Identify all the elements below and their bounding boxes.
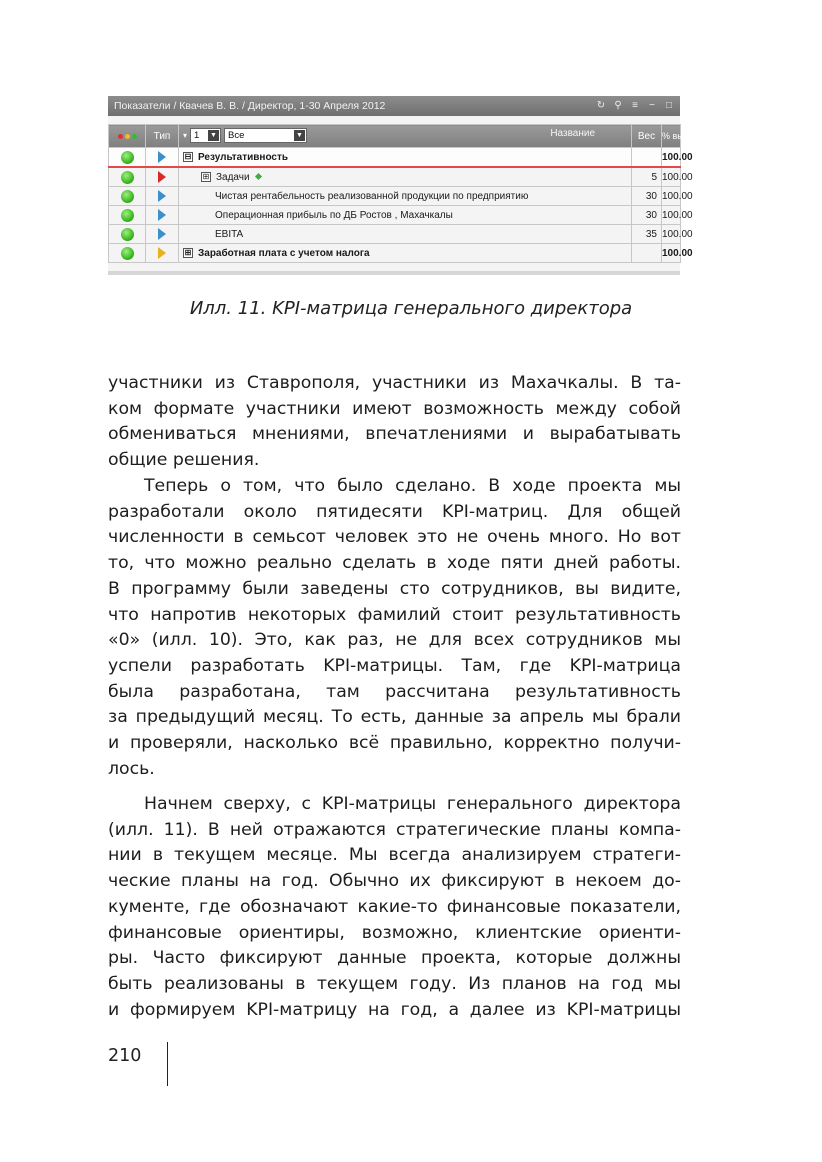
name-column-header (179, 125, 632, 148)
chevron-down-icon[interactable]: ▼ (208, 130, 219, 141)
level-select[interactable] (190, 128, 221, 143)
text-line: ческие планы на год. Обычно их фиксируют в некоем до- (108, 871, 681, 892)
text-line: участники из Ставрополя, участники из Махачкалы. В та- (108, 373, 681, 393)
row-weight (632, 148, 662, 168)
row-name: Заработная плата с учетом налога (198, 247, 370, 259)
paragraph-3 (108, 792, 681, 1023)
row-percent: 100.00 (662, 167, 681, 187)
type-column-header[interactable]: Тип (146, 125, 179, 148)
expand-icon[interactable]: ⊞ (184, 247, 192, 257)
table-row[interactable] (109, 187, 681, 206)
row-percent: 100.00 (662, 225, 681, 244)
row-weight: 30 (632, 206, 662, 225)
widget-titlebar (108, 96, 680, 116)
row-name: Операционная прибыль по ДБ Ростов , Махачкалы (179, 206, 632, 225)
minimize-icon[interactable]: − (649, 100, 655, 111)
text-line: за предыдущий месяц. То есть, данные за апрель мы брали (108, 707, 681, 728)
list-icon[interactable]: ≡ (632, 100, 638, 111)
play-icon (158, 209, 166, 221)
text-line: разработали около пятидесяти KPI-матриц. Для общей (108, 501, 681, 522)
row-name: EBITA (179, 225, 632, 244)
row-name: Результативность (198, 151, 289, 163)
kpi-widget (108, 96, 693, 275)
yellow-status-icon (125, 134, 130, 139)
row-name: Чистая рентабельность реализованной продукции по предприятию (179, 187, 632, 206)
diamond-icon (255, 173, 262, 180)
filter-select[interactable] (224, 128, 307, 143)
page-number-divider (167, 1042, 168, 1086)
table-row[interactable] (109, 244, 681, 263)
play-icon (158, 247, 166, 259)
row-percent: 100.00 (662, 187, 681, 206)
text-line: кументе, где обозначают какие-то финансовые показатели, (108, 896, 681, 917)
green-status-icon (132, 134, 137, 139)
text-line: (илл. 11). В ней отражаются стратегические планы компа- (108, 819, 681, 840)
row-weight: 30 (632, 187, 662, 206)
widget-toolbar (596, 96, 674, 116)
text-line: Начнем сверху, с KPI-матрицы генерального директора (144, 794, 681, 814)
green-status-icon (121, 247, 134, 260)
text-line: и формируем KPI-матрицу на год, а далее из KPI-матрицы (108, 999, 681, 1020)
kpi-table (108, 124, 693, 263)
text-line: что напротив некоторых фамилий стоит результативность (108, 604, 681, 625)
table-row[interactable] (109, 167, 681, 187)
search-icon[interactable]: ⚲ (614, 100, 622, 111)
text-line: ры. Часто фиксируют данные проекта, которые должны (108, 948, 681, 969)
figure-caption: Илл. 11. KPI-матрица генерального директора (189, 298, 633, 319)
collapse-icon[interactable]: ⊟ (184, 151, 192, 161)
refresh-icon[interactable]: ↻ (596, 100, 606, 111)
table-row[interactable] (109, 148, 681, 168)
text-line: обмениваться мнениями, впечатлениями и вырабатывать (108, 424, 681, 445)
row-weight: 5 (632, 167, 662, 187)
text-line: нии в текущем месяце. Мы всегда анализируем стратеги- (108, 845, 681, 866)
text-line: была разработана, там рассчитана результативность (108, 681, 681, 702)
text-line: финансовые ориентиры, возможно, клиентские ориенти- (108, 922, 681, 943)
text-line: В программу были заведены сто сотрудников, вы видите, (108, 578, 681, 599)
sort-chevron-icon[interactable]: ▾ (183, 131, 188, 140)
level-select-value: 1 (194, 130, 200, 141)
red-status-icon (118, 134, 123, 139)
row-name: Задачи (216, 171, 250, 183)
text-line: численности в семьсот человек это не очень много. Но вот (108, 527, 681, 548)
table-row[interactable] (109, 225, 681, 244)
row-weight (632, 244, 662, 263)
play-icon (158, 171, 166, 183)
row-percent: 100.00 (662, 244, 681, 263)
text-line: «0» (илл. 10). Это, как раз, не для всех сотрудников мы (108, 630, 681, 651)
play-icon (158, 151, 166, 163)
text-line: успели разработать KPI-матрицы. Там, где KPI-матрица (108, 655, 681, 676)
text-line: лось. (108, 758, 155, 779)
name-header-label: Название (550, 128, 595, 139)
green-status-icon (121, 171, 134, 184)
play-icon (158, 228, 166, 240)
maximize-icon[interactable]: □ (665, 100, 673, 111)
green-status-icon (121, 209, 134, 222)
paragraph-1 (108, 371, 681, 474)
row-percent: 100.00 (662, 148, 681, 168)
widget-title: Показатели / Квачев В. В. / Директор, 1-30 Апреля 2012 (114, 100, 386, 112)
paragraph-2 (108, 474, 681, 782)
filter-select-value: Все (228, 130, 245, 141)
expand-icon[interactable]: ⊞ (202, 171, 210, 181)
text-line: то, что можно реально сделать в ходе пяти дней работы. (108, 553, 681, 574)
green-status-icon (121, 151, 134, 164)
text-line: быть реализованы в текущем году. Из планов на год мы (108, 973, 681, 994)
widget-footer (108, 271, 680, 275)
percent-column-header[interactable]: % вып. (662, 125, 681, 148)
green-status-icon (121, 228, 134, 241)
table-header (109, 125, 681, 148)
text-line: ком формате участники имеют возможность между собой (108, 398, 681, 419)
table-row[interactable] (109, 206, 681, 225)
status-column-header (109, 125, 146, 148)
weight-column-header[interactable]: Вес (632, 125, 662, 148)
green-status-icon (121, 190, 134, 203)
page-number: 210 (108, 1046, 142, 1066)
text-line: Теперь о том, что было сделано. В ходе проекта мы (144, 476, 681, 496)
text-line: и проверяли, насколько всё правильно, корректно получи- (108, 733, 681, 754)
row-weight: 35 (632, 225, 662, 244)
row-percent: 100.00 (662, 206, 681, 225)
play-icon (158, 190, 166, 202)
chevron-down-icon[interactable]: ▼ (294, 130, 305, 141)
text-line: общие решения. (108, 450, 260, 471)
